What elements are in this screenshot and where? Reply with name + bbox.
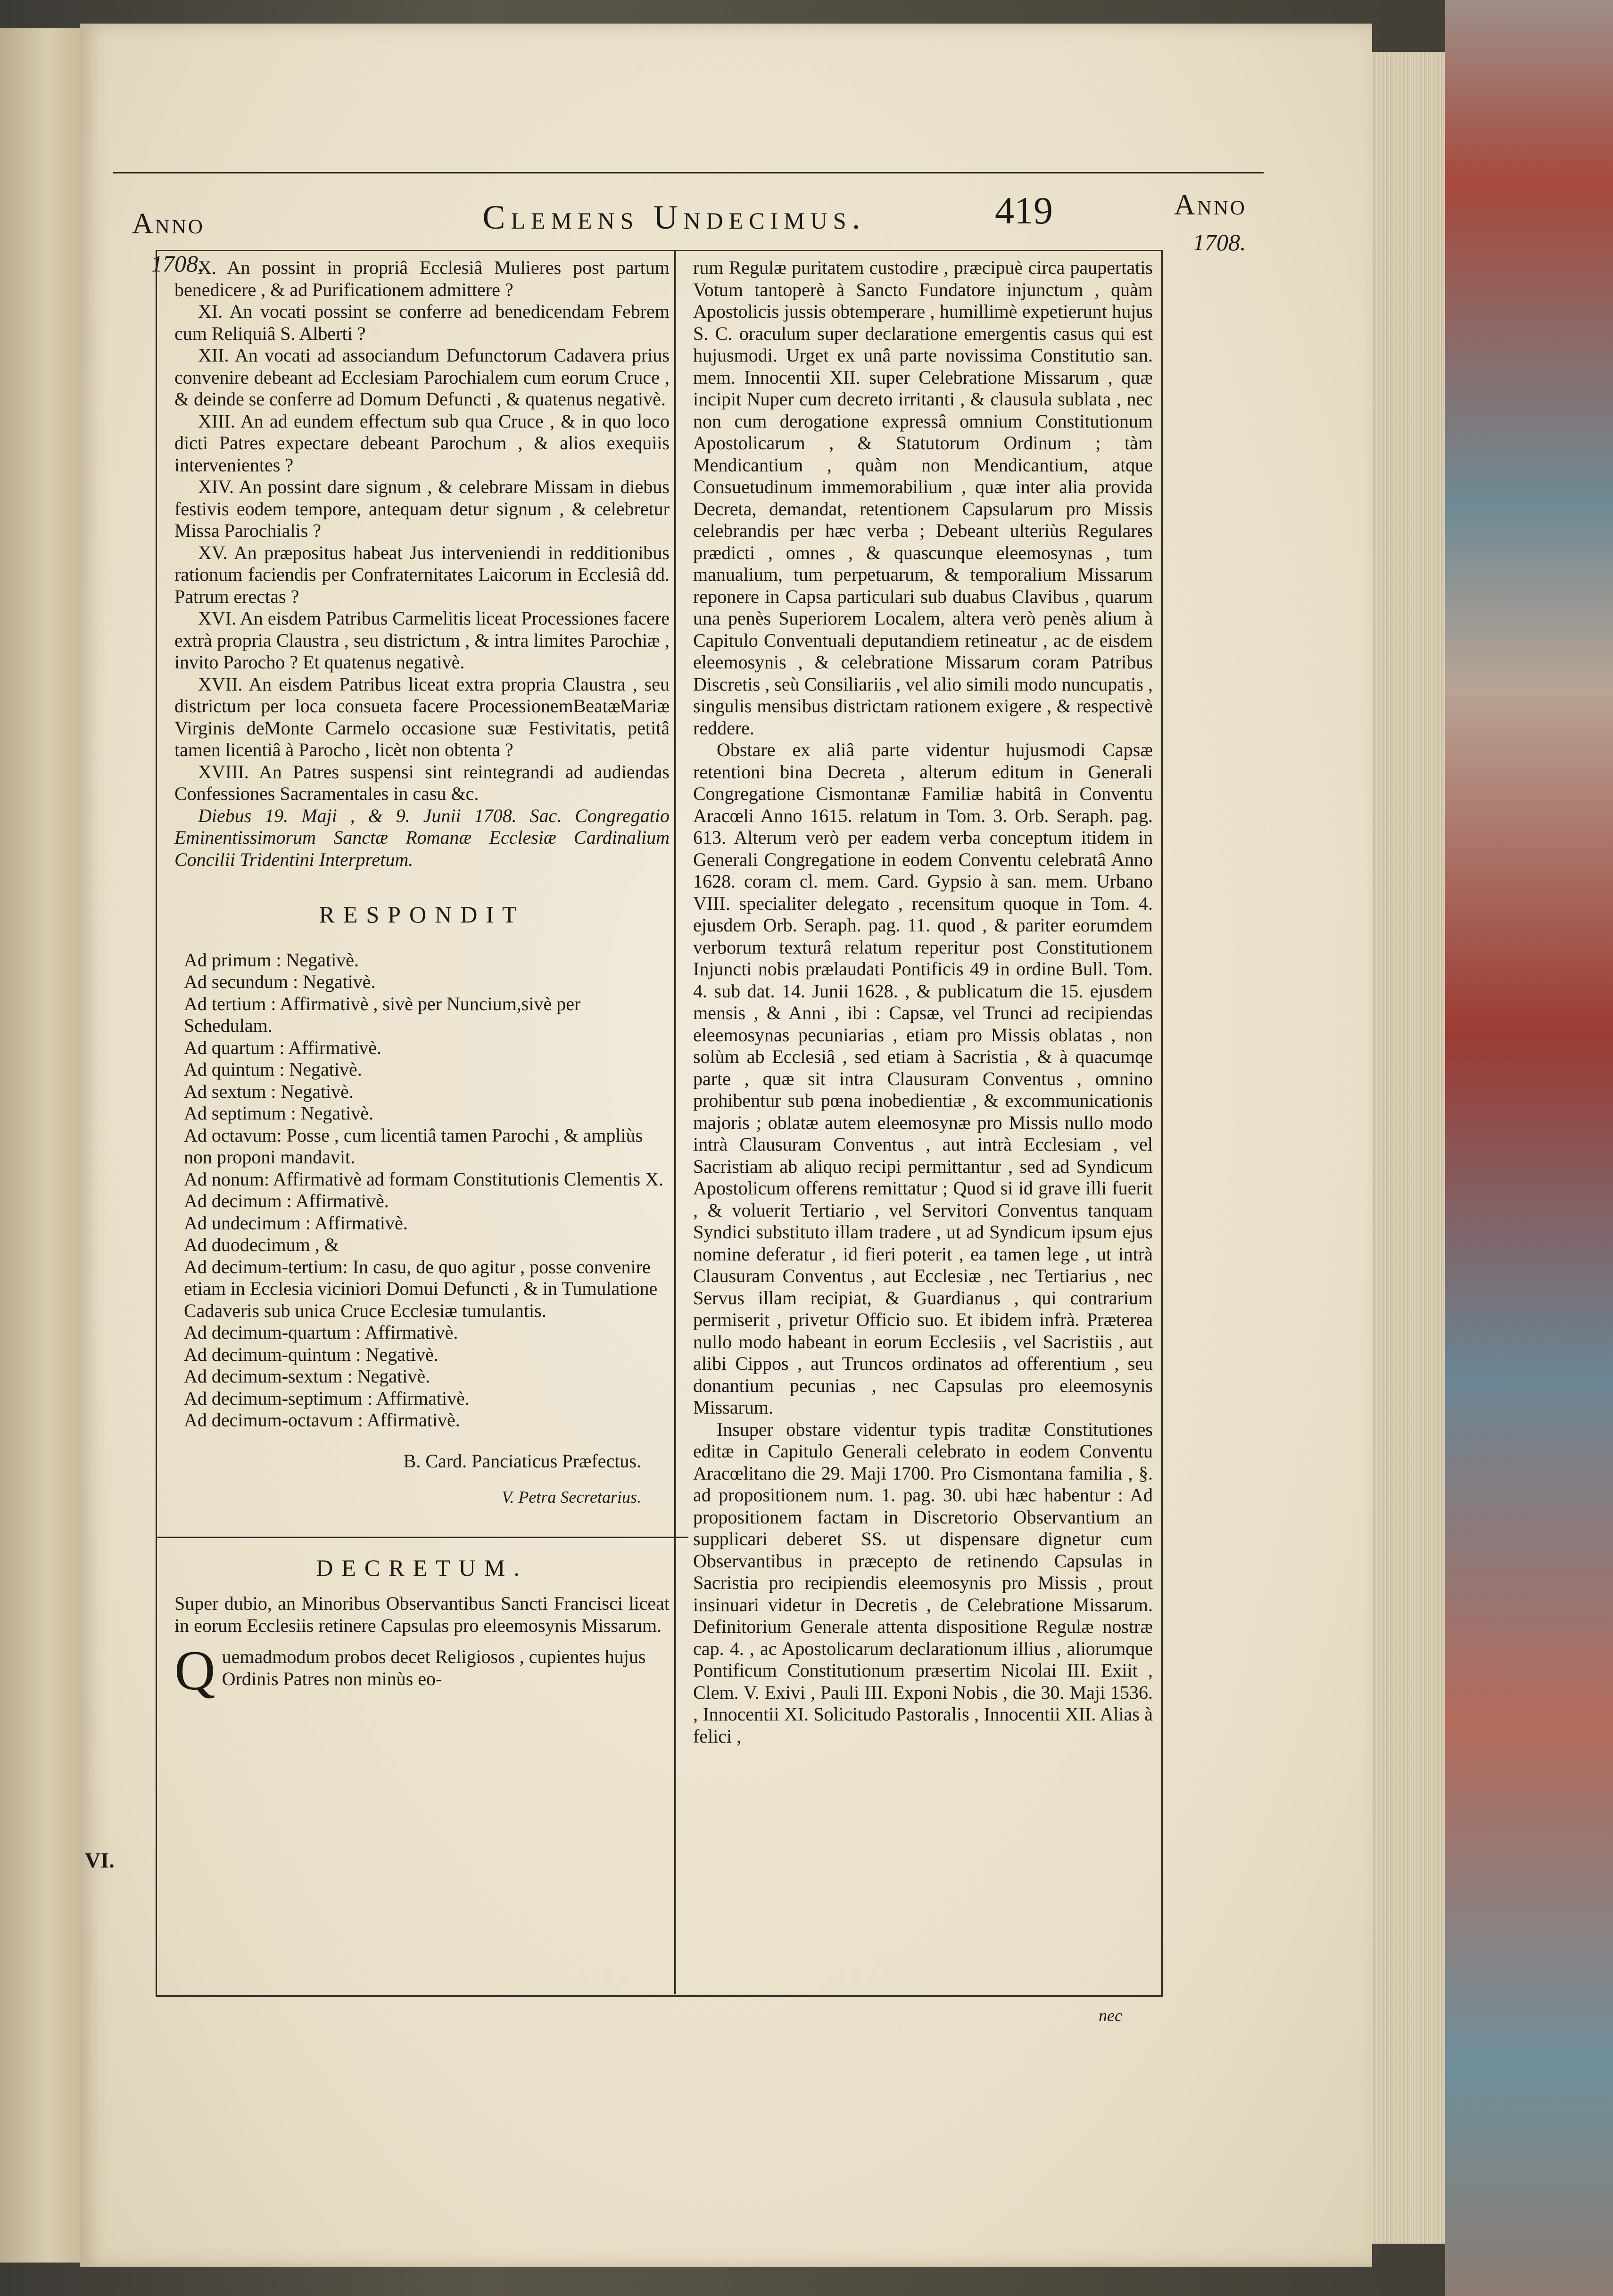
signature-secretary: V. Petra Secretarius.: [502, 1488, 641, 1506]
facing-page-edge: [0, 28, 83, 2263]
response-item: Ad decimum-quintum : Negativè.: [184, 1343, 438, 1365]
right-column: [693, 257, 1153, 1747]
response-item: Ad tertium : Affirmativè , sivè per Nuncium,sivè per Schedulam.: [184, 993, 581, 1036]
page-title: Clemens Undecimus.: [482, 198, 866, 236]
header-year-right: 1708.: [1193, 229, 1246, 255]
response-item: Ad quintum : Negativè.: [184, 1059, 362, 1080]
question-18: XVIII. An Patres suspensi sint reintegrandi ad audiendas Confessiones Sacramentales in casu &c.: [174, 761, 670, 804]
response-item: Ad undecimum : Affirmativè.: [184, 1212, 408, 1234]
margin-section-number: VI.: [85, 1848, 115, 1872]
response-item: Ad decimum-tertium: In casu, de quo agitur , posse convenire etiam in Ecclesia viciniori Domui Defuncti , & in Tumulatione Cadaveris sub unica Cruce Ecclesiæ tumulantis.: [184, 1256, 658, 1321]
respondit-heading: RESPONDIT: [319, 901, 525, 928]
response-item: Ad decimum-octavum : Affirmativè.: [184, 1409, 460, 1431]
response-item: Ad decimum : Affirmativè.: [184, 1190, 389, 1211]
paragraph-2: Obstare ex aliâ parte videntur hujusmodi Capsæ retentioni bina Decreta , alterum editum in Generali Congregatione Cismontanæ Familiæ habitâ in Conventu Aracœli Anno 1615. relatum in Tom. 3. Orb. Seraph. pag. 613. Alterum verò per eadem verba conceptum itidem in Generali Congregatione in eodem Conventu celebratâ Anno 1628. coram cl. mem. Card. Gypsio à san. mem. Urbano VIII. specialiter delegato , recensitum quoque in Tom. 4. ejusdem Orb. Seraph. pag. 11. quod , & pariter eorumdem verborum texturâ relatum reperitur post Constitutionem Injuncti nobis prælaudati Pontificis 49 in ordine Bull. Tom. 4. sub dat. 14. Junii 1628. , & publicatum die 15. ejusdem mensis , & Anni , ibi : Capsæ, vel Trunci ad recipiendas eleemosynas pecuniarias , etiam pro Missis oblatas , non solùm ab Ecclesiâ , sed etiam à Sacristia , & à quacumqe parte , quæ sit intra Clausuram Conventus , omnino prohibentur sub pœna inobedientiæ , & excommunicationis majoris ; oblatæ autem eleemosynæ pro Missis nullo modo intrà Clausuram Conventus , aut intrà Ecclesiam , vel Sacristiam ab aliquo recipi permittantur , sed ad Syndicum Apostolicum offerens remittatur ; Quod si id grave illi fuerit , & voluerit Tertiario , vel Servitori Conventus tanquam Syndici substituto illam tradere , ut ad Syndicum ipsum ejus nomine deferatur , id fieri poterit , ea tamen lege , ut intrà Clausuram Conventus , aut Ecclesiæ , nec Tertiarius , nec Servus illam recipiat, & Guardianus , qui contrarium permiserit , privetur Officio suo. Et ibidem infrà. Præterea nullo modo habeant in eorum Ecclesiis , vel Sacristiis , aut alibi Cippos , aut Truncos ordinatos ad offerentium , seu donantium pecunias , nec Capsulas pro eleemosynis Missarum.: [693, 739, 1153, 1418]
page-block-edges: [1370, 52, 1445, 2244]
question-11: XI. An vocati possint se conferre ad benedicendam Febrem cum Reliquiâ S. Alberti ?: [174, 301, 670, 344]
response-item: Ad nonum: Affirmativè ad formam Constitutionis Clementis X.: [184, 1168, 663, 1190]
header-year-left: 1708.: [151, 250, 204, 277]
response-item: Ad septimum : Negativè.: [184, 1103, 374, 1124]
response-item: Ad secundum : Negativè.: [184, 971, 376, 992]
question-17: XVII. An eisdem Patribus liceat extra propria Claustra , seu districtum per loca consueta facere ProcessionemBeatæMariæ Virginis deMonte Carmelo occasione suæ Festivitatis, petitâ tamen licentiâ à Parocho , licèt non obtenta ?: [174, 673, 670, 760]
decretum-heading: DECRETUM.: [316, 1554, 528, 1581]
header-anno-left: Anno: [132, 208, 205, 240]
header-anno-right: Anno: [1174, 189, 1247, 221]
response-item: Ad sextum : Negativè.: [184, 1080, 354, 1102]
drop-cap: Q: [174, 1639, 215, 1702]
paragraph-1: rum Regulæ puritatem custodire , præcipuè circa paupertatis Votum tantoperè à Sancto Fundatore injunctum , quàm Apostolicis jussis obtemperare , humillimè expetierunt hujus S. C. oraculum super declaratione emergentis casus qui est hujusmodi. Urget ex unâ parte novissima Constitutio san. mem. Innocentii XII. super Celebratione Missarum , quæ incipit Nuper cum decreto irritanti , & clausula sublata , nec non cum derogatione expressâ omnium Constitutionum Apostolicarum , & Statutorum Ordinum ; tàm Mendicantium , quàm non Mendicantium, atque Consuetudinum immemorabilium , quæ inter alia provida Decreta, demandat, retentionem Capsularum pro Missis celebrandis per hæc verba ; Debeant ulteriùs Regulares prædicti , omnes , & quascunque eleemosynas , tum manualium, tum perpetuarum, & temporalium Missarum reponere in Capsa particulari sub duabus Clavibus , quarum una penès Superiorem Localem, altera verò penès alium à Capitulo Conventuali deputandiem retineatur , ac de eisdem eleemosynis , & celebratione Missarum coram Patribus Discretis , seù Consiliariis , vel alio simili modo nuncupatis , singulis mensibus districtam rationem exigere , & respectivè reddere.: [693, 257, 1153, 739]
response-item: Ad duodecimum , &: [184, 1234, 339, 1255]
signature-prefect: B. Card. Panciaticus Præfectus.: [403, 1450, 641, 1472]
page-number: 419: [995, 189, 1053, 232]
question-10: X. An possint in propriâ Ecclesiâ Mulieres post partum benedicere , & ad Purificationem admittere ?: [174, 257, 670, 300]
paragraph-3: Insuper obstare videntur typis traditæ Constitutiones editæ in Capitulo Generali celebrato in eodem Conventu Aracœlitano die 29. Maji 1700. Pro Cismontana familia , §. ad propositionem num. 1. pag. 30. ubi hæc habentur : Ad propositionem factam in Discretorio Observantium an supplicari deberet SS. ut dispensare dignetur cum Observantibus in præcepto de retinendo Capsulas in Sacristia pro recipiendis eleemosynis pro Missis , prout insinuari videtur in Decretis , de Celebratione Missarum. Definitorium Generale attenta dispositione Regulæ nostræ cap. 4. , ac Apostolicarum declarationum illius , aliorumque Pontificum Constitutionum præsertim Nicolai III. Exiit , Clem. V. Exivi , Pauli III. Exponi Nobis , die 30. Maji 1536. , Innocentii XI. Solicitudo Pastoralis , Innocentii XII. Alias à felici ,: [693, 1418, 1153, 1747]
question-16: XVI. An eisdem Patribus Carmelitis liceat Processiones facere extrà propria Claustra , seu districtum , & intra limites Parochiæ , invito Parocho ? Et quatenus negativè.: [174, 608, 670, 673]
response-item: Ad decimum-septimum : Affirmativè.: [184, 1387, 470, 1409]
response-item: Ad decimum-sextum : Negativè.: [184, 1366, 430, 1387]
column-divider: [674, 250, 676, 1994]
marbled-cover: [1445, 0, 1613, 2296]
response-item: Ad primum : Negativè.: [184, 949, 359, 971]
responses-list: [174, 949, 670, 1432]
decretum-opening: [174, 1639, 670, 1702]
running-header: [52, 179, 1306, 277]
header-rule: [113, 172, 1264, 173]
response-item: Ad decimum-quartum : Affirmativè.: [184, 1322, 458, 1343]
date-line: Diebus 19. Maji , & 9. Junii 1708. Sac. Congregatio Eminentissimorum Sanctæ Romanæ Ecclesiæ Cardinalium Concilii Tridentini Interpretum.: [174, 805, 670, 870]
section-rule: [156, 1537, 688, 1538]
catchword: nec: [1099, 2006, 1122, 2025]
question-12: XII. An vocati ad associandum Defunctorum Cadavera prius convenire debeant ad Ecclesiam Parochialem cum eorum Cruce , & deinde se conferre ad Domum Defuncti , & quatenus negativè.: [174, 345, 670, 410]
question-15: XV. An præpositus habeat Jus interveniendi in redditionibus rationum faciendis per Confraternitates Laicorum in Ecclesiâ dd. Patrum erectas ?: [174, 542, 670, 607]
question-13: XIII. An ad eundem effectum sub qua Cruce , & in quo loco dicti Patres expectare debeant Parochum , & alios exequiis intervenientes ?: [174, 410, 670, 476]
response-item: Ad quartum : Affirmativè.: [184, 1037, 382, 1058]
decretum-title: Super dubio, an Minoribus Observantibus Sancti Francisci liceat in eorum Ecclesiis retinere Capsulas pro eleemosynis Missarum.: [174, 1593, 670, 1636]
decretum-opening-text: uemadmodum probos decet Religiosos , cupientes hujus Ordinis Patres non minùs eo-: [222, 1646, 646, 1689]
question-14: XIV. An possint dare signum , & celebrare Missam in diebus festivis eodem tempore, antequam detur signum , & celebretur Missa Parochialis ?: [174, 476, 670, 541]
left-column: [174, 257, 670, 1702]
response-item: Ad octavum: Posse , cum licentiâ tamen Parochi , & ampliùs non proponi mandavit.: [184, 1124, 643, 1168]
